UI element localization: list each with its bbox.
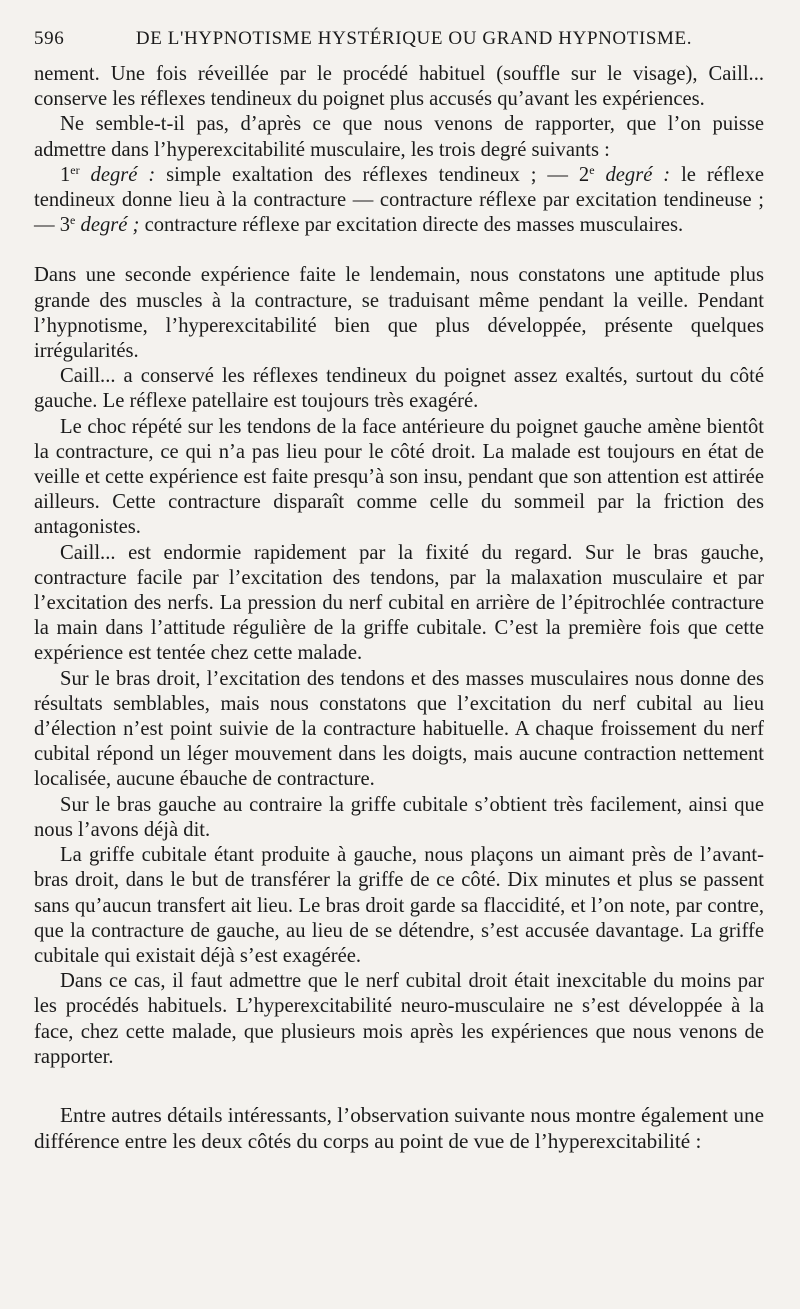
degree-1-text: simple exaltation des réflexes tendineux ; — <box>155 163 579 186</box>
paragraph-shock: Le choc répété sur les tendons de la face antérieure du poignet gauche amène bientôt la contracture, ce qui n’a pas lieu pour le côté droit. La malade est toujours en état de veille et cette expérience est faite presqu’à son insu, pendant que son attention est attirée ailleurs. Cette contracture disparaît comme celle du sommeil par la friction des antagonistes. <box>34 415 764 539</box>
paragraph-reflexes: Caill... a conservé les réflexes tendineux du poignet assez exaltés, surtout du côté gauche. Le réflexe patellaire est toujours très exagéré. <box>34 365 764 413</box>
degree-3-number: 3 <box>59 214 71 237</box>
body-text <box>34 62 764 1154</box>
degree-3-text: contracture réflexe par excitation directe des masses musculaires. <box>139 214 684 237</box>
paragraph-degrees <box>34 163 764 239</box>
page-number: 596 <box>34 28 65 49</box>
paragraph-next-observation: Entre autres détails intéressants, l’observation suivante nous montre également une différence entre les deux côtés du corps au point de vue de l’hyperexcitabilité : <box>34 1102 764 1153</box>
paragraph-left-arm: Caill... est endormie rapidement par la fixité du regard. Sur le bras gauche, contracture facile par l’excitation des tendons, par la malaxation musculaire et par l’excitation des nerfs. La pression du nerf cubital en arrière de l’épitrochlée contracture la main dans l’attitude régulière de la griffe cubitale. C’est la première fois que cette expérience est tentée chez cette malade. <box>34 541 764 665</box>
degree-2-label: degré : <box>594 163 671 186</box>
degree-1-label: degré : <box>79 163 156 186</box>
paragraph-second-experiment: Dans une seconde expérience faite le lendemain, nous constatons une aptitude plus grande des muscles à la contracture, se traduisant même pendant la veille. Pendant l’hypnotisme, l’hyperexcitabilité bien que plus développée, présente quelques irrégularités. <box>34 264 764 363</box>
paragraph-right-arm: Sur le bras droit, l’excitation des tendons et des masses musculaires nous donne des résultats semblables, mais nous constatons que l’excitation du nerf cubital au lieu d’élection n’est point suivie de la contracture habituelle. A chaque froissement du nerf cubital répond un léger mouvement dans les doigts, mais aucune contraction nettement localisée, aucune ébauche de contracture. <box>34 667 764 791</box>
paragraph-question: Ne semble-t-il pas, d’après ce que nous venons de rapporter, que l’on puisse admettre dans l’hyperexcitabilité musculaire, les trois degré suivants : <box>34 113 764 161</box>
degree-3-ordinal: e <box>70 213 76 228</box>
degree-3-label: degré ; <box>75 214 140 237</box>
degree-1-number: 1 <box>60 163 71 186</box>
degree-2-text: le réflexe tendineux donne lieu à la contracture — contracture réflexe par excitation tendineuse ; — <box>34 163 765 237</box>
paragraph-continuation: nement. Une fois réveillée par le procédé habituel (souffle sur le visage), Caill... conserve les réflexes tendineux du poignet plus accusés qu’avant les expériences. <box>34 63 764 111</box>
paragraph-magnet: La griffe cubitale étant produite à gauche, nous plaçons un aimant près de l’avant-bras droit, dans le but de transférer la griffe de ce côté. Dix minutes et plus se passent sans qu’aucun transfert ait lieu. Le bras droit garde sa flaccidité, et l’on note, par contre, que la contracture de gauche, au lieu de se détendre, s’est accusée davantage. La griffe cubitale qui existait déjà s’est exagérée. <box>34 844 764 967</box>
degree-2-ordinal: e <box>589 162 595 177</box>
running-title: DE L'HYPNOTISME HYSTÉRIQUE OU GRAND HYPNOTISME. <box>135 28 693 49</box>
running-head <box>34 28 764 56</box>
degree-1-ordinal: er <box>70 162 80 177</box>
paragraph-conclusion: Dans ce cas, il faut admettre que le nerf cubital droit était inexcitable du moins par les procédés habituels. L’hyperexcitabilité neuro-musculaire ne s’est développée à la face, chez cette malade, que plusieurs mois après les expériences que nous venons de rapporter. <box>34 970 764 1068</box>
degree-2-number: 2 <box>578 163 590 186</box>
paragraph-left-claw: Sur le bras gauche au contraire la griffe cubitale s’obtient très facilement, ainsi que nous l’avons déjà dit. <box>34 793 764 841</box>
